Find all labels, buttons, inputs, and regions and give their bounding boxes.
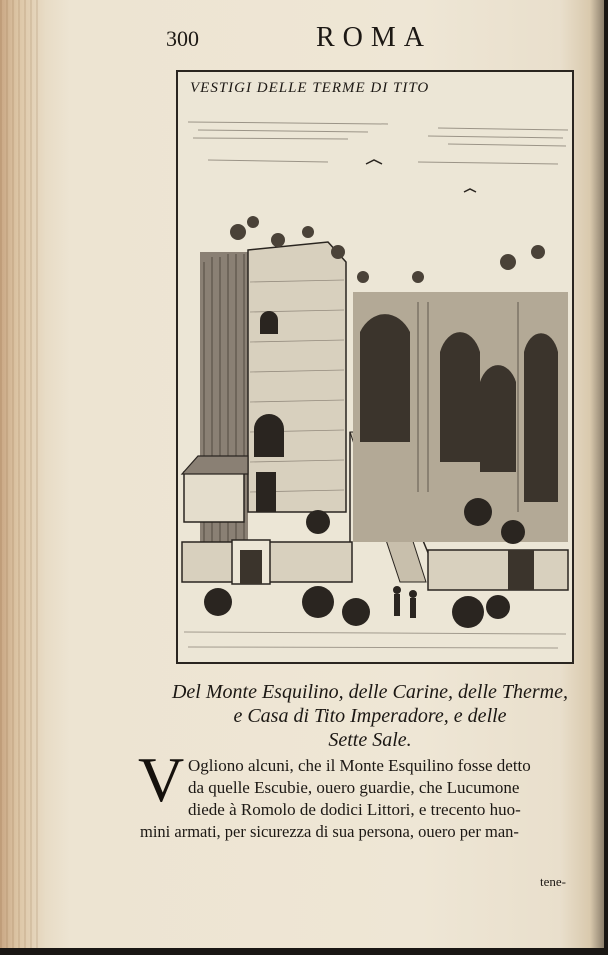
body-line-1: Ogliono alcuni, che il Monte Esquilino fosse detto: [188, 756, 531, 775]
chapter-caption: [140, 680, 600, 752]
body-line-3: diede à Romolo de dodici Littori, e trecento huo-: [188, 800, 521, 819]
page-number: 300: [166, 26, 199, 51]
page-gutter: [0, 0, 40, 948]
body-line-2: da quelle Escubie, ouero guardie, che Lucumone: [188, 778, 520, 797]
caption-line-3: Sette Sale.: [328, 729, 412, 751]
catchword: tene-: [540, 874, 566, 889]
caption-line-1: Del Monte Esquilino, delle Carine, delle Therme,: [171, 681, 569, 703]
body-line-4: mini armati, per sicurezza di sua persona, ouero per man-: [140, 822, 519, 841]
engraving-illustration: [178, 72, 572, 662]
page-header: [166, 22, 586, 56]
engraving-plate: [176, 70, 574, 664]
plate-title: VESTIGI DELLE TERME DI TITO: [190, 80, 430, 96]
drop-cap: V: [138, 744, 185, 815]
caption-line-2: e Casa di Tito Imperadore, e delle: [233, 705, 507, 727]
running-title: ROMA: [316, 22, 433, 53]
